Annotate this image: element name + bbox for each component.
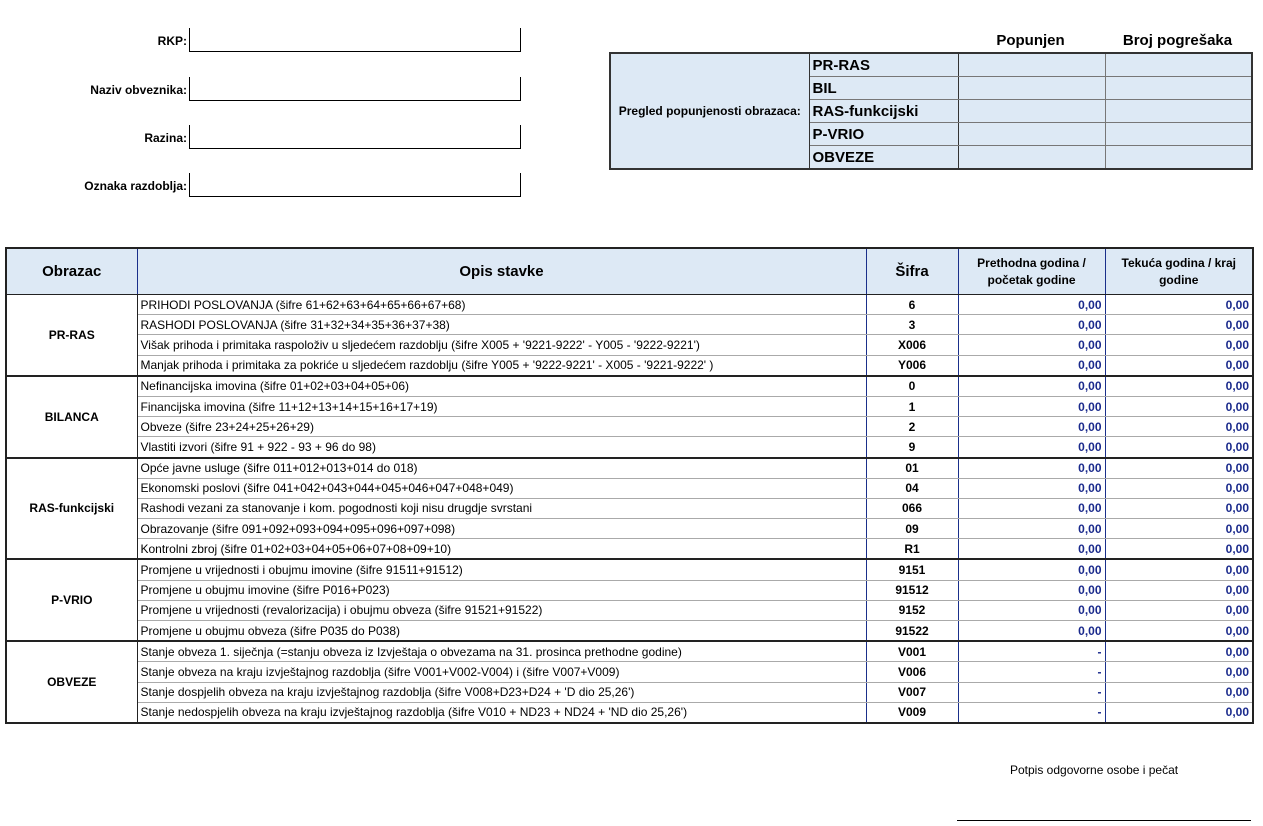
summary-errors-cell[interactable]	[1105, 53, 1252, 77]
row-curr-value[interactable]: 0,00	[1105, 662, 1253, 682]
row-prev-value[interactable]: 0,00	[958, 355, 1105, 376]
row-description: Manjak prihoda i primitaka za pokriće u sljedećem razdoblju (šifre Y005 + '9222-9221' - X005 - '9221-9222' )	[137, 355, 866, 376]
field-label: Oznaka razdoblja:	[84, 179, 187, 193]
row-description: Promjene u vrijednosti (revalorizacija) i obujmu obveza (šifre 91521+91522)	[137, 600, 866, 620]
field-input[interactable]	[189, 173, 521, 197]
field-input[interactable]	[189, 77, 521, 101]
table-row	[6, 559, 1253, 580]
row-curr-value[interactable]: 0,00	[1105, 458, 1253, 479]
row-description: Višak prihoda i primitaka raspoloživ u sljedećem razdoblju (šifre X005 + '9221-9222' - Y005 - '9222-9221')	[137, 335, 866, 355]
group-label: BILANCA	[6, 376, 137, 458]
row-description: Obveze (šifre 23+24+25+26+29)	[137, 417, 866, 437]
row-curr-value[interactable]: 0,00	[1105, 437, 1253, 458]
group-label: P-VRIO	[6, 559, 137, 641]
row-description: Stanje obveza na kraju izvještajnog razdoblja (šifre V001+V002-V004) i (šifre V007+V009)	[137, 662, 866, 682]
row-curr-value[interactable]: 0,00	[1105, 315, 1253, 335]
table-row	[6, 478, 1253, 498]
row-prev-value[interactable]: 0,00	[958, 539, 1105, 560]
table-row	[6, 600, 1253, 620]
row-curr-value[interactable]: 0,00	[1105, 580, 1253, 600]
row-description: Promjene u obujmu obveza (šifre P035 do P038)	[137, 621, 866, 642]
table-row	[6, 498, 1253, 518]
row-curr-value[interactable]: 0,00	[1105, 376, 1253, 397]
table-row	[6, 295, 1253, 315]
table-row	[6, 437, 1253, 458]
table-row	[6, 376, 1253, 397]
table-row	[6, 315, 1253, 335]
row-prev-value[interactable]: -	[958, 662, 1105, 682]
summary-filled-cell[interactable]	[958, 53, 1105, 77]
signature-label: Potpis odgovorne osobe i pečat	[1010, 763, 1179, 777]
row-description: Promjene u obujmu imovine (šifre P016+P023)	[137, 580, 866, 600]
row-code: X006	[866, 335, 958, 355]
summary-errors-cell[interactable]	[1105, 77, 1252, 100]
row-code: 91522	[866, 621, 958, 642]
row-code: 2	[866, 417, 958, 437]
row-curr-value[interactable]: 0,00	[1105, 355, 1253, 376]
row-code: R1	[866, 539, 958, 560]
row-description: Financijska imovina (šifre 11+12+13+14+15+16+17+19)	[137, 396, 866, 416]
summary-form-name: OBVEZE	[809, 146, 958, 170]
table-row	[6, 621, 1253, 642]
summary-filled-cell[interactable]	[958, 100, 1105, 123]
header-prev-year: Prethodna godina / početak godine	[958, 248, 1105, 295]
field-label: Naziv obveznika:	[90, 83, 187, 97]
row-curr-value[interactable]: 0,00	[1105, 702, 1253, 723]
summary-form-name: BIL	[809, 77, 958, 100]
table-row	[6, 662, 1253, 682]
row-code: V006	[866, 662, 958, 682]
summary-errors-cell[interactable]	[1105, 123, 1252, 146]
table-row	[6, 335, 1253, 355]
field-input[interactable]	[189, 28, 521, 52]
row-description: Promjene u vrijednosti i obujmu imovine (šifre 91511+91512)	[137, 559, 866, 580]
row-description: Stanje obveza 1. siječnja (=stanju obveza iz Izvještaja o obvezama na 31. prosinca prethodne godine)	[137, 641, 866, 662]
row-description: Kontrolni zbroj (šifre 01+02+03+04+05+06+07+08+09+10)	[137, 539, 866, 560]
summary-col-filled: Popunjen	[996, 32, 1065, 49]
row-curr-value[interactable]: 0,00	[1105, 559, 1253, 580]
field-label: Razina:	[144, 131, 187, 145]
row-code: V007	[866, 682, 958, 702]
row-code: V001	[866, 641, 958, 662]
group-label: OBVEZE	[6, 641, 137, 723]
row-curr-value[interactable]: 0,00	[1105, 600, 1253, 620]
row-curr-value[interactable]: 0,00	[1105, 417, 1253, 437]
row-prev-value[interactable]: 0,00	[958, 335, 1105, 355]
table-row	[6, 396, 1253, 416]
table-row	[6, 702, 1253, 723]
row-curr-value[interactable]: 0,00	[1105, 396, 1253, 416]
row-code: Y006	[866, 355, 958, 376]
summary-col-errors: Broj pogrešaka	[1122, 32, 1233, 49]
summary-table	[609, 52, 1253, 170]
table-row	[6, 539, 1253, 560]
summary-form-name: RAS-funkcijski	[809, 100, 958, 123]
row-prev-value[interactable]: 0,00	[958, 519, 1105, 539]
summary-errors-cell[interactable]	[1105, 100, 1252, 123]
row-code: 9151	[866, 559, 958, 580]
row-description: PRIHODI POSLOVANJA (šifre 61+62+63+64+65+66+67+68)	[137, 295, 866, 315]
group-label: PR-RAS	[6, 295, 137, 376]
row-code: 01	[866, 458, 958, 479]
field-label: RKP:	[157, 34, 187, 48]
row-prev-value[interactable]: 0,00	[958, 458, 1105, 479]
row-curr-value[interactable]: 0,00	[1105, 478, 1253, 498]
header-sifra: Šifra	[866, 248, 958, 295]
row-prev-value[interactable]: 0,00	[958, 376, 1105, 397]
row-curr-value[interactable]: 0,00	[1105, 682, 1253, 702]
row-code: 09	[866, 519, 958, 539]
row-prev-value[interactable]: 0,00	[958, 396, 1105, 416]
row-code: 9	[866, 437, 958, 458]
row-description: Nefinancijska imovina (šifre 01+02+03+04+05+06)	[137, 376, 866, 397]
row-prev-value[interactable]: 0,00	[958, 315, 1105, 335]
row-code: 3	[866, 315, 958, 335]
table-row	[6, 682, 1253, 702]
summary-filled-cell[interactable]	[958, 123, 1105, 146]
row-code: V009	[866, 702, 958, 723]
table-row	[6, 417, 1253, 437]
summary-row	[610, 53, 1252, 77]
row-code: 6	[866, 295, 958, 315]
data-table	[5, 247, 1254, 724]
row-description: Vlastiti izvori (šifre 91 + 922 - 93 + 96 do 98)	[137, 437, 866, 458]
row-code: 0	[866, 376, 958, 397]
row-prev-value[interactable]: 0,00	[958, 600, 1105, 620]
row-curr-value[interactable]: 0,00	[1105, 519, 1253, 539]
row-curr-value[interactable]: 0,00	[1105, 641, 1253, 662]
row-prev-value[interactable]: 0,00	[958, 498, 1105, 518]
row-description: Ekonomski poslovi (šifre 041+042+043+044+045+046+047+048+049)	[137, 478, 866, 498]
row-prev-value[interactable]: 0,00	[958, 478, 1105, 498]
row-description: Opće javne usluge (šifre 011+012+013+014 do 018)	[137, 458, 866, 479]
group-label: RAS-funkcijski	[6, 458, 137, 560]
row-description: RASHODI POSLOVANJA (šifre 31+32+34+35+36+37+38)	[137, 315, 866, 335]
row-prev-value[interactable]: 0,00	[958, 559, 1105, 580]
row-description: Stanje dospjelih obveza na kraju izvještajnog razdoblja (šifre V008+D23+D24 + 'D dio 25,26')	[137, 682, 866, 702]
table-row	[6, 641, 1253, 662]
row-curr-value[interactable]: 0,00	[1105, 335, 1253, 355]
header-obrazac: Obrazac	[6, 248, 137, 295]
table-row	[6, 458, 1253, 479]
row-code: 9152	[866, 600, 958, 620]
summary-filled-cell[interactable]	[958, 146, 1105, 170]
row-prev-value[interactable]: 0,00	[958, 580, 1105, 600]
summary-filled-cell[interactable]	[958, 77, 1105, 100]
header-opis: Opis stavke	[137, 248, 866, 295]
row-curr-value[interactable]: 0,00	[1105, 498, 1253, 518]
row-curr-value[interactable]: 0,00	[1105, 621, 1253, 642]
row-prev-value[interactable]: -	[958, 682, 1105, 702]
row-code: 1	[866, 396, 958, 416]
table-row	[6, 519, 1253, 539]
summary-form-name: PR-RAS	[809, 53, 958, 77]
row-prev-value[interactable]: 0,00	[958, 437, 1105, 458]
signature-line[interactable]	[957, 820, 1251, 821]
summary-errors-cell[interactable]	[1105, 146, 1252, 170]
row-prev-value[interactable]: 0,00	[958, 621, 1105, 642]
row-prev-value[interactable]: 0,00	[958, 295, 1105, 315]
row-description: Stanje nedospjelih obveza na kraju izvještajnog razdoblja (šifre V010 + ND23 + ND24 + 'ND dio 25,26')	[137, 702, 866, 723]
summary-label: Pregled popunjenosti obrazaca:	[610, 53, 809, 169]
row-prev-value[interactable]: -	[958, 702, 1105, 723]
table-row	[6, 580, 1253, 600]
row-prev-value[interactable]: -	[958, 641, 1105, 662]
table-row	[6, 355, 1253, 376]
row-description: Rashodi vezani za stanovanje i kom. pogodnosti koji nisu drugdje svrstani	[137, 498, 866, 518]
field-input[interactable]	[189, 125, 521, 149]
row-code: 04	[866, 478, 958, 498]
header-curr-year: Tekuća godina / kraj godine	[1105, 248, 1253, 295]
row-description: Obrazovanje (šifre 091+092+093+094+095+096+097+098)	[137, 519, 866, 539]
row-curr-value[interactable]: 0,00	[1105, 539, 1253, 560]
summary-form-name: P-VRIO	[809, 123, 958, 146]
row-code: 066	[866, 498, 958, 518]
row-code: 91512	[866, 580, 958, 600]
row-curr-value[interactable]: 0,00	[1105, 295, 1253, 315]
row-prev-value[interactable]: 0,00	[958, 417, 1105, 437]
